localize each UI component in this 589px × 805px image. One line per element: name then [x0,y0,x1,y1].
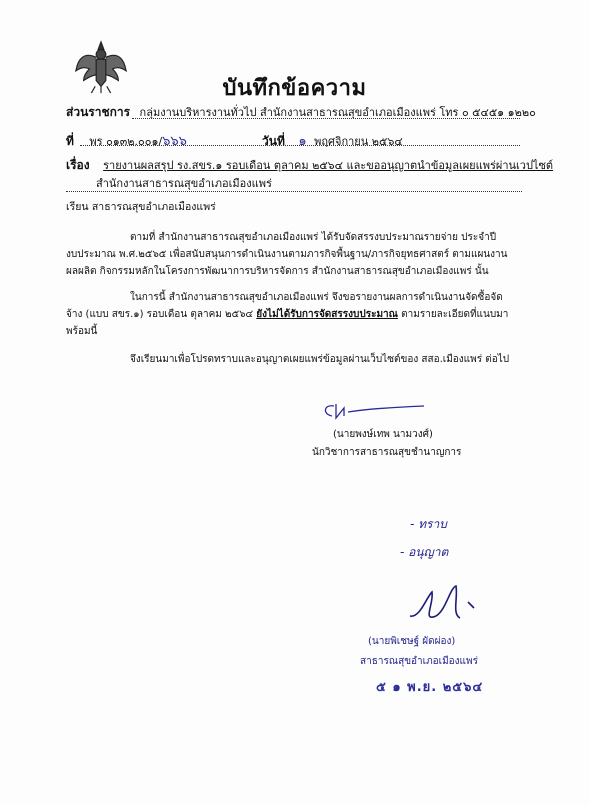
salutation: เรียน สาธารณสุขอำเภอเมืองแพร่ [66,201,216,213]
subject-line2: สำนักงานสาธารณสุขอำเภอเมืองแพร่ [96,177,272,190]
page-title: บันทึกข้อความ [222,76,367,101]
subject-underline [66,191,522,192]
ref-row [66,130,187,151]
paragraph1-line1: ตามที่ สำนักงานสาธารณสุขอำเภอเมืองแพร่ ได้รับจัดสรรงบประมาณรายจ่าย ประจำปี [130,232,497,243]
paragraph3: จึงเรียนมาเพื่อโปรดทราบและอนุญาตเผยแพร่ข้อมูลผ่านเว็บไซต์ของ สสอ.เมืองแพร่ ต่อไป [130,354,510,365]
approver-position: สาธารณสุขอำเภอเมืองแพร่ [360,656,478,667]
paragraph2-emphasis: ยังไม่ได้รับการจัดสรรงบประมาณ [256,309,398,320]
paragraph2-line2-a: จ้าง (แบบ สขร.๑) รอบเดือน ตุลาคม ๒๕๖๔ [66,309,257,320]
date-row [262,130,403,151]
subject-value: รายงานผลสรุป รง.สขร.๑ รอบเดือน ตุลาคม ๒๕๖๔ และขออนุญาตนำข้อมูลเผยแพร่ผ่านเวปไซต์ [103,159,554,172]
subject-row [66,156,553,175]
paragraph2-line1: ในการนี้ สำนักงานสาธารณสุขอำเภอเมืองแพร่ จึงขอรายงานผลการดำเนินงานจัดซื้อจัด [130,292,503,303]
date-handwritten: ๑ [298,134,307,149]
ref-value: พร ๐๑๓๒.๐๐๑/ [89,135,163,148]
signer1-name: (นายพงษ์เทพ นามวงศ์) [333,429,433,440]
approval-note-2: - อนุญาต [400,545,449,559]
paragraph1-line2: งบประมาณ พ.ศ.๒๕๖๕ เพื่อสนับสนุนการดำเนินงานตามภารกิจพื้นฐาน/ภารกิจยุทธศาสตร์ ตามแผนงาน [66,249,508,260]
ref-handwritten: ๖๖๖ [162,134,187,149]
subject-label: เรื่อง [66,158,90,172]
paragraph2-line2-c: ตามรายละเอียดที่แนบมา [397,309,509,320]
approval-note-1: - ทราบ [410,517,447,531]
date-label: วันที่ [262,134,285,148]
ref-underline [80,145,520,146]
signature-2-icon [396,582,496,628]
agency-underline [132,118,520,119]
agency-row [66,103,536,122]
ref-label: ที่ [66,134,74,148]
date-value: พฤศจิกายน ๒๕๖๔ [314,135,403,148]
agency-label: ส่วนราชการ [66,105,131,119]
paragraph2-line3: พร้อมนี้ [66,326,98,337]
paragraph1-line3: ผลผลิต กิจกรรมหลักในโครงการพัฒนาการบริหารจัดการ สำนักงานสาธารณสุขอำเภอเมืองแพร่ นั้น [66,266,489,277]
signature-1-icon [318,400,428,426]
approval-date-stamp: ๕ ๑ พ.ย. ๒๕๖๔ [376,680,484,695]
approver-name: (นายพิเชษฐ์ ผัดผ่อง) [368,636,456,647]
agency-value: กลุ่มงานบริหารงานทั่วไป สำนักงานสาธารณสุขอำเภอเมืองแพร่ โทร ๐ ๕๔๕๑ ๑๒๒๐ [139,106,536,119]
signer1-position: นักวิชาการสาธารณสุขชำนาญการ [312,447,462,458]
paragraph2-line2 [66,307,508,322]
